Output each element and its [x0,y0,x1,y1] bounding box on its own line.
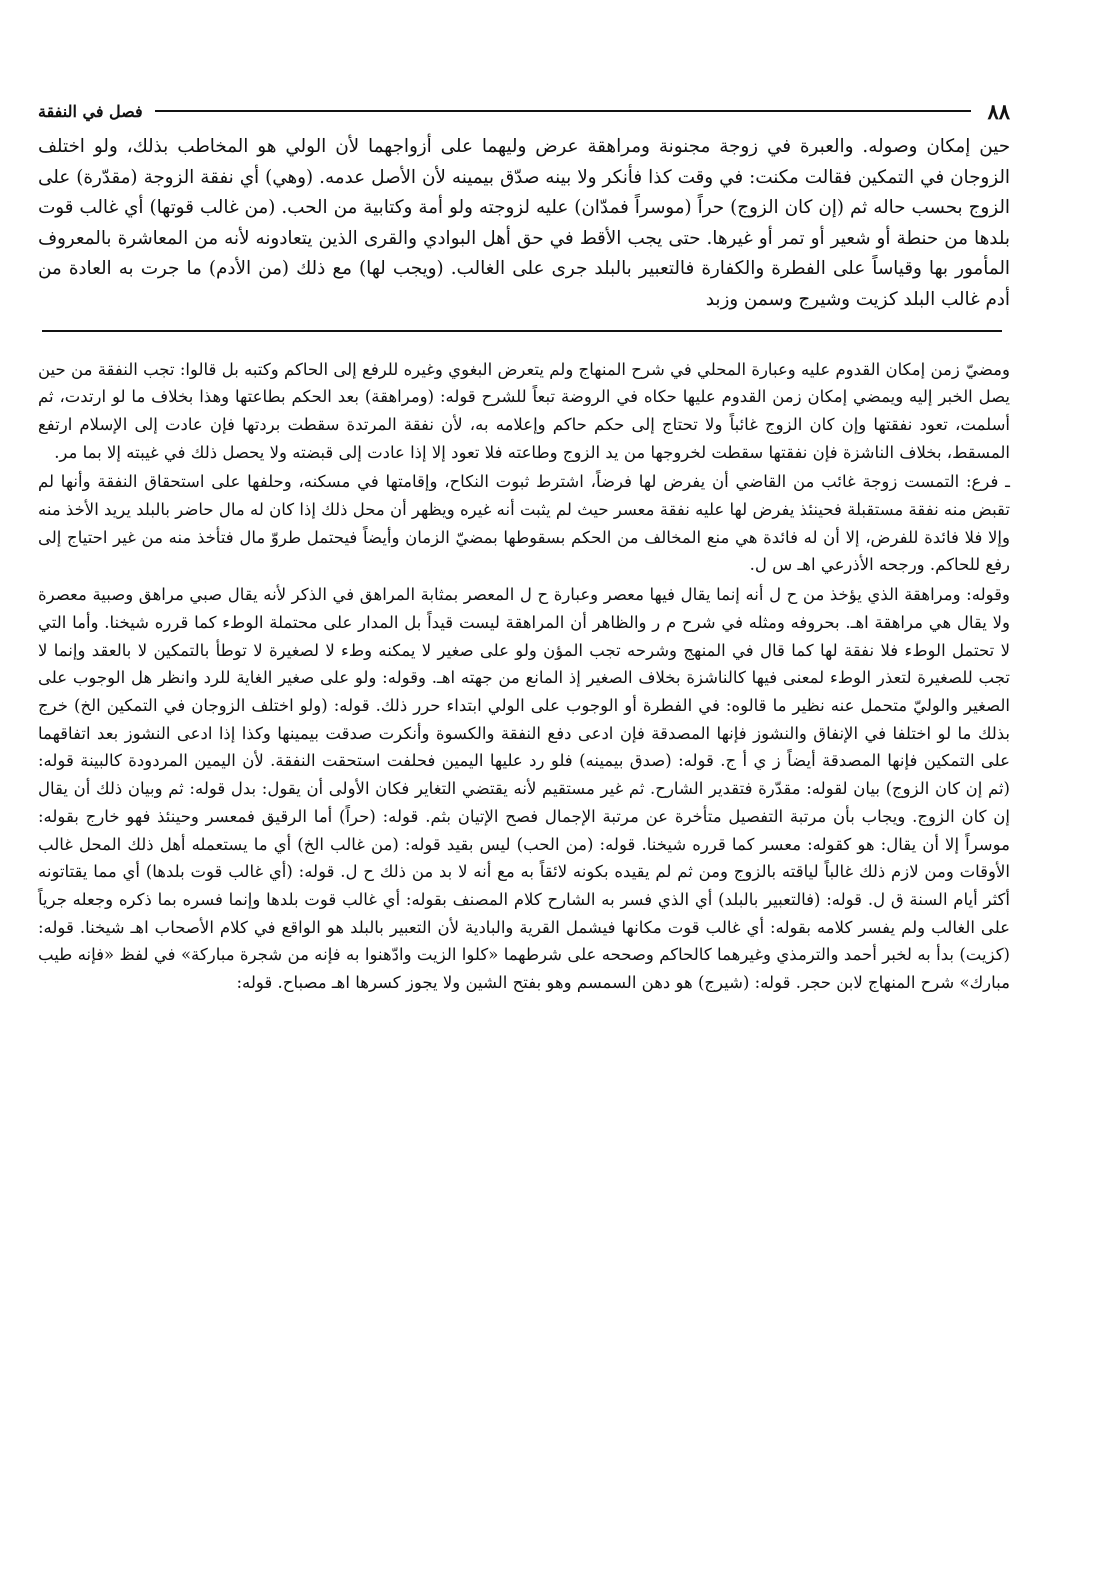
footnotes [38,356,1010,997]
section-title: فصل في النفقة [38,101,143,121]
footnote-paragraph: وقوله: ومراهقة الذي يؤخذ من ح ل أنه إنما يقال فيها معصر وعبارة ح ل المعصر بمثابة المراهق في الذكر لأنه يقال صبي مراهق وصبية معصرة ولا يقال هي مراهقة اهـ. بحروفه ومثله في شرح م ر والظاهر أن المراهقة ليست قيداً بل المدار على محتملة الوطء كما قرره شيخنا. وأما التي لا تحتمل الوطء فلا نفقة لها كما قال في المنهج وشرحه تجب المؤن ولو على صغير لا يمكنه وطء لا لصغيرة لا توطأ بالتمكين لا بالعقد وإنما لا تجب للصغيرة لتعذر الوطء لمعنى فيها كالناشزة بخلاف الصغير إذ المانع من جهته اهـ. وقوله: ولو على صغير الغاية للرد وانظر هل الوجوب على الصغير والوليّ متحمل عنه نظير ما قالوه: في الفطرة أو الوجوب على الولي ابتداء حرر ذلك. قوله: (ولو اختلف الزوجان في التمكين الخ) خرج بذلك ما لو اختلفا في الإنفاق والنشوز فإنها المصدقة فإن ادعى دفع النفقة والكسوة وأنكرت صدقت بيمينها وكذا إذا ادعى النشوز بعد اتفاقهما على التمكين فإنها المصدقة أيضاً ز ي أ ج. قوله: (صدق بيمينه) فلو رد عليها اليمين فحلفت استحقت النفقة. لأن اليمين المردودة كالبينة قوله: (ثم إن كان الزوج) بيان لقوله: مقدّرة فتقدير الشارح. ثم غير مستقيم لأنه يقتضي التغاير فكان الأولى أن يقول: بدل قوله: ثم وبيان ذلك أن يقال إن كان الزوج. ويجاب بأن مرتبة التفصيل متأخرة عن مرتبة الإجمال فصح الإتيان بثم. قوله: (حراً) أما الرقيق فمعسر وحينئذ فهو خارج بقوله: موسراً إلا أن يقال: هو كقوله: معسر كما قرره شيخنا. قوله: (من الحب) ليس بقيد قوله: (من غالب الخ) أي ما يستعمله أهل ذلك المحل غالب الأوقات ومن لازم ذلك غالباً لياقته بالزوج ومن ثم لم يقيده بكونه لائقاً به مع أنه لا بد من ذلك ح ل. قوله: (أي غالب قوت بلدها) أي مما يقتاتونه أكثر أيام السنة ق ل. قوله: (فالتعبير بالبلد) أي الذي فسر به الشارح كلام المصنف بقوله: أي غالب قوت بلدها وإنما فسره بما ذكره وجعله جرياً على الغالب ولم يفسر كلامه بقوله: أي غالب قوت مكانها فيشمل القرية والبادية لأن التعبير بالبلد هو الواقع في كلام الأصحاب اهـ شيخنا. قوله: (كزيت) بدأ به لخبر أحمد والترمذي وغيرهما كالحاكم وصححه على شرطهما «كلوا الزيت وادّهنوا به فإنه من شجرة مباركة» في لفظ «فإنه طيب مبارك» شرح المنهاج لابن حجر. قوله: (شيرج) هو دهن السمسم وهو بفتح الشين ولا يجوز كسرها اهـ مصباح. قوله: [38,585,1010,993]
header-rule [155,110,972,112]
footnote-paragraph: ومضيّ زمن إمكان القدوم عليه وعبارة المحلي في شرح المنهاج ولم يتعرض البغوي وغيره للرفع إلى الحاكم وكتبه بل قالوا: تجب النفقة من حين يصل الخبر إليه ويمضي إمكان زمن القدوم عليها حكاه في الروضة تبعاً للشرح قوله: (ومراهقة) بعد الحكم بطاعتها وهذا بخلاف ما لو ارتدت، ثم أسلمت، تعود نفقتها وإن كان الزوج غائباً ولا تحتاج إلى حكم حاكم وإعلامه به، لأن نفقة المرتدة سقطت بردتها فإن عادت إلى الإسلام ارتفع المسقط، بخلاف الناشزة فإن نفقتها سقطت لخروجها من يد الزوج وطاعته فلا تعود إلا إذا عادت إلى قبضته ولا يحصل ذلك في غيبته إلا بما مر. [38,359,1010,462]
main-text: حين إمكان وصوله. والعبرة في زوجة مجنونة ومراهقة عرض وليهما على أزواجهما لأن الولي هو المخاطب بذلك، ولو اختلف الزوجان في التمكين فقالت مكنت: في وقت كذا فأنكر ولا بينه صدّق بيمينه لأن الأصل عدمه. (وهي) أي نفقة الزوجة (مقدّرة) على الزوج بحسب حاله ثم (إن كان الزوج) حراً (موسراً فمدّان) عليه لزوجته ولو أمة وكتابية من الحب. (من غالب قوتها) أي غالب قوت بلدها من حنطة أو شعير أو تمر أو غيرها. حتى يجب الأقط في حق أهل البوادي والقرى الذين يتعادونه لأنه من المعاشرة بالمعروف المأمور بها وقياساً على الفطرة والكفارة فالتعبير بالبلد جرى على الغالب. (ويجب لها) مع ذلك (من الأدم) ما جرت به العادة من أدم غالب البلد كزيت وشيرج وسمن وزبد [38,136,1010,310]
footnote-paragraph: ـ فرع: التمست زوجة غائب من القاضي أن يفرض لها فرضاً، اشترط ثبوت النكاح، وإقامتها في مسكنه، وحلفها على استحقاق النفقة وأنها لم تقبض منه نفقة مستقبلة فحينئذ يفرض لها عليه نفقة معسر حيث لم يثبت أنه غيره ويظهر أن محل ذلك إذا كان له مال حاضر بالبلد يريد الأخذ منه وإلا فلا فائدة للفرض، إلا أن له فائدة هي منع المخالف من الحكم بسقوطها بمضيّ الزمان وأيضاً فيحتمل طروّ مال فتأخذ منه من غير احتياج إلى رفع للحاكم. ورجحه الأذرعي اهـ س ل. [38,472,1010,575]
footnote-separator [42,330,1002,332]
page [38,96,1010,999]
page-header [38,96,1010,126]
page-number: ٨٨ [987,98,1010,124]
